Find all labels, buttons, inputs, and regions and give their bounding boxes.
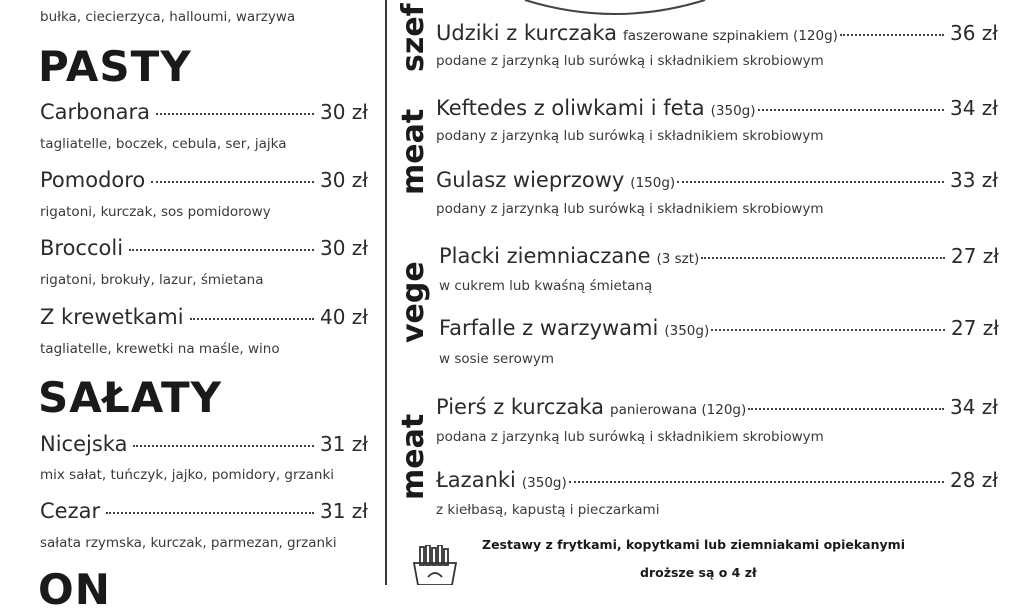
- menu-item-gulasz: [436, 168, 998, 192]
- item-price: 36 zł: [950, 21, 998, 45]
- item-name: Udziki z kurczaka: [436, 21, 618, 45]
- dot-leader: [156, 113, 314, 115]
- item-name: Broccoli: [40, 236, 124, 260]
- menu-item-piers: [436, 395, 998, 419]
- item-price: 28 zł: [950, 468, 998, 492]
- item-price: 30 zł: [320, 100, 368, 124]
- item-price: 34 zł: [950, 96, 998, 120]
- item-price: 31 zł: [320, 432, 368, 456]
- sets-note-line1: Zestawy z frytkami, kopytkami lub ziemniakami opiekanymi: [482, 537, 905, 552]
- dot-leader: [677, 181, 944, 183]
- item-name: Farfalle z warzywami: [439, 316, 659, 340]
- category-label-szef: szef: [396, 3, 431, 72]
- dot-leader: [701, 257, 945, 259]
- dot-leader: [840, 34, 944, 36]
- item-extra: panierowana (120g): [610, 402, 747, 418]
- category-label-vege: vege: [396, 261, 431, 343]
- item-description: mix sałat, tuńczyk, jajko, pomidory, grzanki: [40, 467, 335, 483]
- item-price: 27 zł: [951, 244, 999, 268]
- item-description: sałata rzymska, kurczak, parmezan, grzanki: [40, 535, 337, 551]
- dot-leader: [758, 109, 944, 111]
- pasty-heading: PASTY: [38, 42, 192, 91]
- item-price: 33 zł: [950, 168, 998, 192]
- item-description: podane z jarzynką lub surówką i składnikiem skrobiowym: [436, 53, 824, 69]
- item-description: podany z jarzynką lub surówką i składnikiem skrobiowym: [436, 128, 824, 144]
- menu-item-broccoli: [40, 236, 368, 260]
- menu-item-carbonara: [40, 100, 368, 124]
- item-extra: (3 szt): [656, 251, 700, 267]
- item-description: podany z jarzynką lub surówką i składnikiem skrobiowym: [436, 201, 824, 217]
- salaty-heading: SAŁATY: [38, 373, 223, 422]
- left-menu-column: [0, 0, 385, 614]
- item-price: 27 zł: [951, 316, 999, 340]
- menu-item-keftedes: [436, 96, 998, 120]
- dot-leader: [190, 318, 314, 320]
- dot-leader: [569, 481, 944, 483]
- item-extra: faszerowane szpinakiem (120g): [623, 28, 838, 44]
- item-price: 31 zł: [320, 499, 368, 523]
- fries-icon: [408, 545, 462, 585]
- menu-item-cezar: [40, 499, 368, 523]
- item-name: Keftedes z oliwkami i feta: [436, 96, 705, 120]
- item-name: Placki ziemniaczane: [439, 244, 651, 268]
- menu-item-placki: [439, 244, 999, 268]
- item-name: Gulasz wieprzowy: [436, 168, 625, 192]
- menu-item-z-krewetkami: [40, 305, 368, 329]
- sets-note-line2: droższe są o 4 zł: [640, 565, 757, 580]
- item-extra: (150g): [630, 175, 676, 191]
- menu-item-pomodoro: [40, 168, 368, 192]
- item-description: w sosie serowym: [439, 351, 555, 367]
- item-price: 30 zł: [320, 236, 368, 260]
- menu-item-farfalle: [439, 316, 999, 340]
- item-name: Pierś z kurczaka: [436, 395, 604, 419]
- item-extra: (350g): [521, 475, 567, 491]
- item-name: Carbonara: [40, 100, 151, 124]
- item-description: rigatoni, kurczak, sos pomidorowy: [40, 204, 271, 220]
- menu-item-nicejska: [40, 432, 368, 456]
- decorative-plate-icon: [520, 0, 710, 18]
- item-name: Z krewetkami: [40, 305, 184, 329]
- dot-leader: [106, 512, 314, 514]
- column-divider: [385, 0, 387, 585]
- category-label-meat-2: meat: [396, 413, 431, 500]
- dot-leader: [748, 408, 944, 410]
- menu-item-udziki: [436, 21, 998, 45]
- item-price: 30 zł: [320, 168, 368, 192]
- item-description: w cukrem lub kwaśną śmietaną: [439, 278, 653, 294]
- menu-item-lazanki: [436, 468, 998, 492]
- item-extra: (350g): [664, 323, 710, 339]
- item-description: podana z jarzynką lub surówką i składnikiem skrobiowym: [436, 429, 824, 445]
- item-description: tagliatelle, krewetki na maśle, wino: [40, 341, 280, 357]
- item-name: Nicejska: [40, 432, 128, 456]
- item-extra: (350g): [710, 103, 756, 119]
- top-item-description: bułka, ciecierzyca, halloumi, warzywa: [40, 9, 296, 25]
- item-name: Cezar: [40, 499, 101, 523]
- dot-leader: [151, 181, 314, 183]
- dot-leader: [133, 445, 314, 447]
- item-price: 40 zł: [320, 305, 368, 329]
- dot-leader: [129, 249, 314, 251]
- item-name: Łazanki: [436, 468, 516, 492]
- item-description: rigatoni, brokuły, lazur, śmietana: [40, 272, 264, 288]
- item-description: z kiełbasą, kapustą i pieczarkami: [436, 502, 660, 518]
- item-description: tagliatelle, boczek, cebula, ser, jajka: [40, 136, 287, 152]
- item-price: 34 zł: [950, 395, 998, 419]
- category-label-meat: meat: [396, 108, 431, 195]
- item-name: Pomodoro: [40, 168, 146, 192]
- dot-leader: [711, 329, 945, 331]
- bottom-heading-partial: ON: [38, 565, 111, 614]
